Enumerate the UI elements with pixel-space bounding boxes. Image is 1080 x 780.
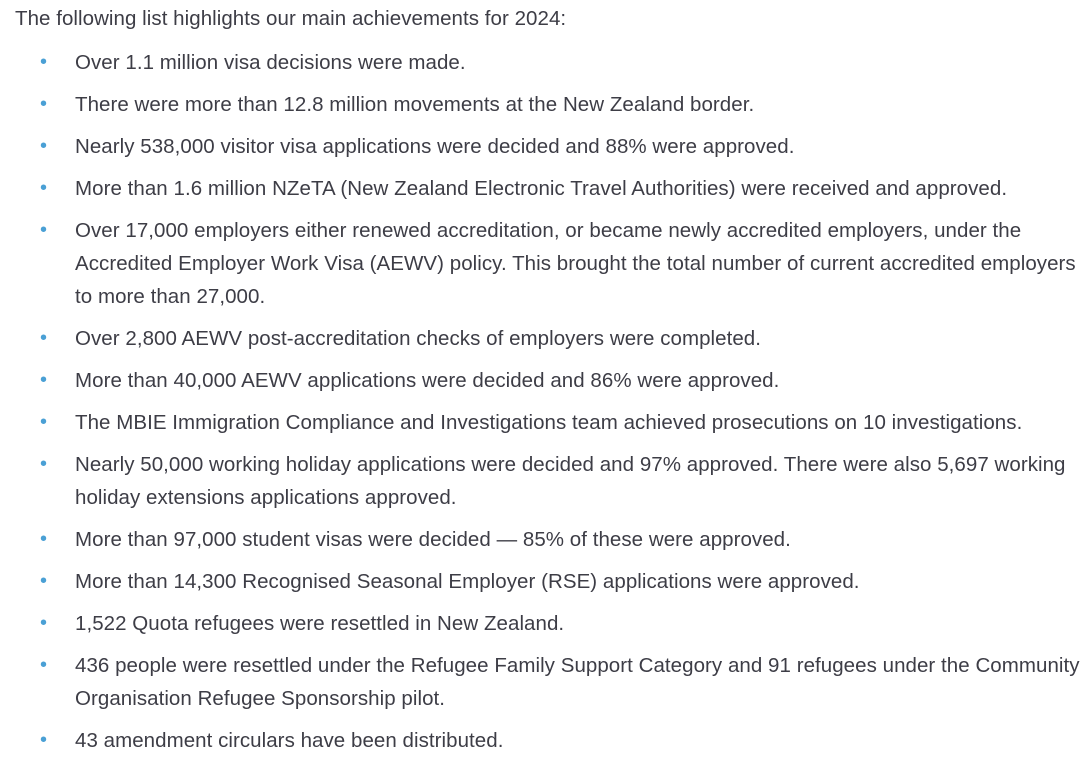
bullet-icon: • [40,612,48,634]
bullet-icon: • [40,411,48,433]
list-item [15,607,1080,640]
bullet-icon: • [40,327,48,349]
list-item-text: The MBIE Immigration Compliance and Investigations team achieved prosecutions on 10 investigations. [75,411,1023,434]
list-item-text: More than 1.6 million NZeTA (New Zealand Electronic Travel Authorities) were received and approved. [75,177,1008,200]
bullet-icon: • [40,369,48,391]
bullet-icon: • [40,135,48,157]
achievements-list [15,46,1080,757]
list-item-text: Nearly 50,000 working holiday applications were decided and 97% approved. There were also 5,697 working holiday extensions applications approved. [75,453,1066,509]
bullet-icon: • [40,654,48,676]
list-item [15,214,1080,313]
list-item [15,724,1080,757]
bullet-icon: • [40,177,48,199]
list-item-text: Over 17,000 employers either renewed accreditation, or became newly accredited employers, under the Accredited Employer Work Visa (AEWV) policy. This brought the total number of current accredited employers to more than 27,000. [75,219,1076,308]
bullet-icon: • [40,570,48,592]
list-item [15,523,1080,556]
intro-text: The following list highlights our main achievements for 2024: [15,7,567,30]
list-item-text: More than 97,000 student visas were decided — 85% of these were approved. [75,528,791,551]
list-item [15,46,1080,79]
list-item-text: 43 amendment circulars have been distributed. [75,729,504,752]
list-item-text: More than 40,000 AEWV applications were decided and 86% were approved. [75,369,780,392]
list-item [15,88,1080,121]
list-item-text: 436 people were resettled under the Refugee Family Support Category and 91 refugees under the Community Organisation Refugee Sponsorship pilot. [75,654,1080,710]
list-item [15,364,1080,397]
bullet-icon: • [40,729,48,751]
list-item [15,322,1080,355]
bullet-icon: • [40,453,48,475]
list-item [15,565,1080,598]
bullet-icon: • [40,528,48,550]
list-item [15,406,1080,439]
list-item [15,649,1080,715]
list-item [15,130,1080,163]
bullet-icon: • [40,51,48,73]
list-item-text: Over 1.1 million visa decisions were made. [75,51,466,74]
list-item [15,448,1080,514]
list-item-text: There were more than 12.8 million movements at the New Zealand border. [75,93,755,116]
list-item-text: Over 2,800 AEWV post-accreditation checks of employers were completed. [75,327,762,350]
bullet-icon: • [40,93,48,115]
list-item-text: 1,522 Quota refugees were resettled in New Zealand. [75,612,565,635]
list-item [15,172,1080,205]
list-item-text: More than 14,300 Recognised Seasonal Employer (RSE) applications were approved. [75,570,860,593]
list-item-text: Nearly 538,000 visitor visa applications were decided and 88% were approved. [75,135,795,158]
bullet-icon: • [40,219,48,241]
